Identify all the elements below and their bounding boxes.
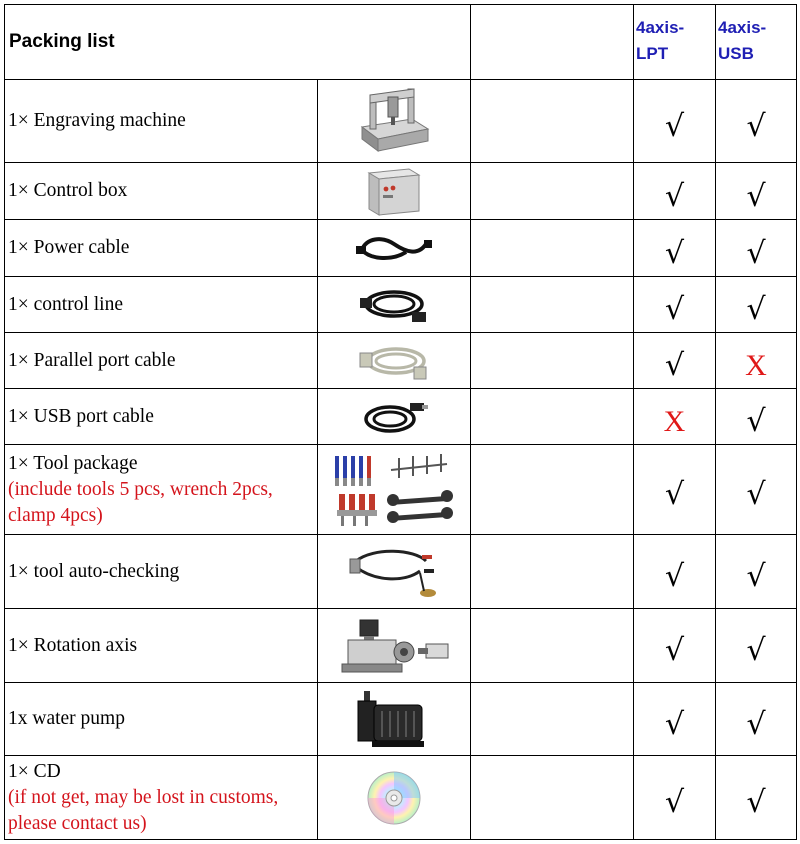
checkmark: √: [664, 633, 685, 668]
power-cable-icon: [318, 220, 471, 277]
checkmark: √: [746, 178, 766, 214]
col-header-4axis-lpt: [634, 5, 716, 80]
checkmark: √: [746, 108, 766, 144]
blank-cell: [471, 683, 634, 756]
header-row: [5, 5, 797, 80]
checkmark: √: [664, 108, 685, 144]
col-usb-line2: USB: [718, 44, 754, 63]
table-row: [5, 535, 797, 609]
lpt-mark: [634, 683, 716, 756]
item-name: 1x water pump: [5, 683, 318, 756]
item-name: 1× USB port cable: [5, 389, 318, 445]
item-note: (include tools 5 pcs, wrench 2pcs, clamp 4pcs): [8, 478, 273, 526]
checkmark: √: [664, 785, 685, 820]
item-name: 1× CD: [8, 760, 61, 782]
lpt-mark: [634, 333, 716, 389]
tool-sensor-icon: [318, 535, 471, 609]
checkmark: √: [664, 348, 685, 383]
usb-mark: [716, 163, 797, 220]
item-name: 1× Rotation axis: [5, 609, 318, 683]
item-name-cell: [5, 445, 318, 535]
table-row: [5, 80, 797, 163]
clamp-icon: [391, 454, 447, 478]
checkmark: √: [664, 178, 685, 214]
lpt-mark: [634, 389, 716, 445]
checkmark: √: [746, 235, 766, 271]
lpt-mark: [634, 80, 716, 163]
cross-mark: X: [745, 349, 767, 382]
item-name: 1× Engraving machine: [5, 80, 318, 163]
lpt-mark: [634, 220, 716, 277]
blank-cell: [471, 535, 634, 609]
lpt-mark: [634, 445, 716, 535]
usb-mark: [716, 683, 797, 756]
usb-mark: [716, 220, 797, 277]
item-name: 1× tool auto-checking: [5, 535, 318, 609]
blank-cell: [471, 333, 634, 389]
table-row: [5, 609, 797, 683]
item-note: (if not get, may be lost in customs, please contact us): [8, 786, 279, 834]
col-lpt-line2: LPT: [636, 44, 669, 63]
rotation-axis-icon: [318, 609, 471, 683]
checkmark: √: [746, 633, 766, 668]
col-usb-line1: 4axis-: [718, 18, 767, 37]
cross-mark: X: [663, 405, 686, 438]
col-lpt-line1: 4axis-: [636, 18, 685, 37]
checkmark: √: [664, 706, 685, 742]
item-name: 1× Power cable: [5, 220, 318, 277]
blank-cell: [471, 163, 634, 220]
usb-mark: [716, 445, 797, 535]
water-pump-icon: [318, 683, 471, 756]
checkmark: √: [746, 404, 766, 439]
blank-cell: [471, 277, 634, 333]
table-row: [5, 333, 797, 389]
usb-mark: [716, 756, 797, 840]
checkmark: √: [664, 559, 685, 594]
blank-cell: [471, 220, 634, 277]
checkmark: √: [746, 559, 766, 594]
item-name: 1× Parallel port cable: [5, 333, 318, 389]
item-name: 1× control line: [5, 277, 318, 333]
lpt-mark: [634, 756, 716, 840]
packing-list-wrapper: [4, 4, 797, 840]
checkmark: √: [746, 706, 766, 742]
control-line-icon: [318, 277, 471, 333]
col-header-4axis-usb: [716, 5, 797, 80]
checkmark: √: [664, 235, 685, 271]
blank-cell: [471, 80, 634, 163]
lpt-mark: [634, 535, 716, 609]
lpt-mark: [634, 609, 716, 683]
item-name-cell: [5, 756, 318, 840]
item-name: 1× Tool package: [8, 452, 138, 474]
usb-mark: [716, 80, 797, 163]
usb-mark: [716, 609, 797, 683]
usb-mark: [716, 389, 797, 445]
table-row: [5, 220, 797, 277]
checkmark: √: [664, 477, 685, 512]
usb-mark: [716, 535, 797, 609]
checkmark: √: [664, 292, 685, 327]
usb-mark: [716, 333, 797, 389]
table-row: [5, 683, 797, 756]
table-row: [5, 445, 797, 535]
blank-header-cell: [471, 5, 634, 80]
table-row: [5, 756, 797, 840]
packing-list-title: Packing list: [5, 5, 471, 80]
engraving-machine-icon: [318, 80, 471, 163]
blank-cell: [471, 445, 634, 535]
hold-down-icon: [337, 494, 377, 526]
wrench-icon: [387, 490, 453, 523]
lpt-mark: [634, 163, 716, 220]
parallel-cable-icon: [318, 333, 471, 389]
cd-icon: [318, 756, 471, 840]
checkmark: √: [746, 785, 766, 820]
usb-cable-icon: [318, 389, 471, 445]
blank-cell: [471, 389, 634, 445]
blank-cell: [471, 609, 634, 683]
packing-list-table: [4, 4, 797, 840]
table-row: [5, 277, 797, 333]
usb-mark: [716, 277, 797, 333]
control-box-icon: [318, 163, 471, 220]
checkmark: √: [746, 292, 766, 327]
lpt-mark: [634, 277, 716, 333]
tool-package-icon: [318, 445, 471, 535]
checkmark: √: [746, 477, 766, 512]
cutter-tools-icon: [335, 456, 371, 486]
blank-cell: [471, 756, 634, 840]
table-row: [5, 389, 797, 445]
table-row: [5, 163, 797, 220]
item-name: 1× Control box: [5, 163, 318, 220]
